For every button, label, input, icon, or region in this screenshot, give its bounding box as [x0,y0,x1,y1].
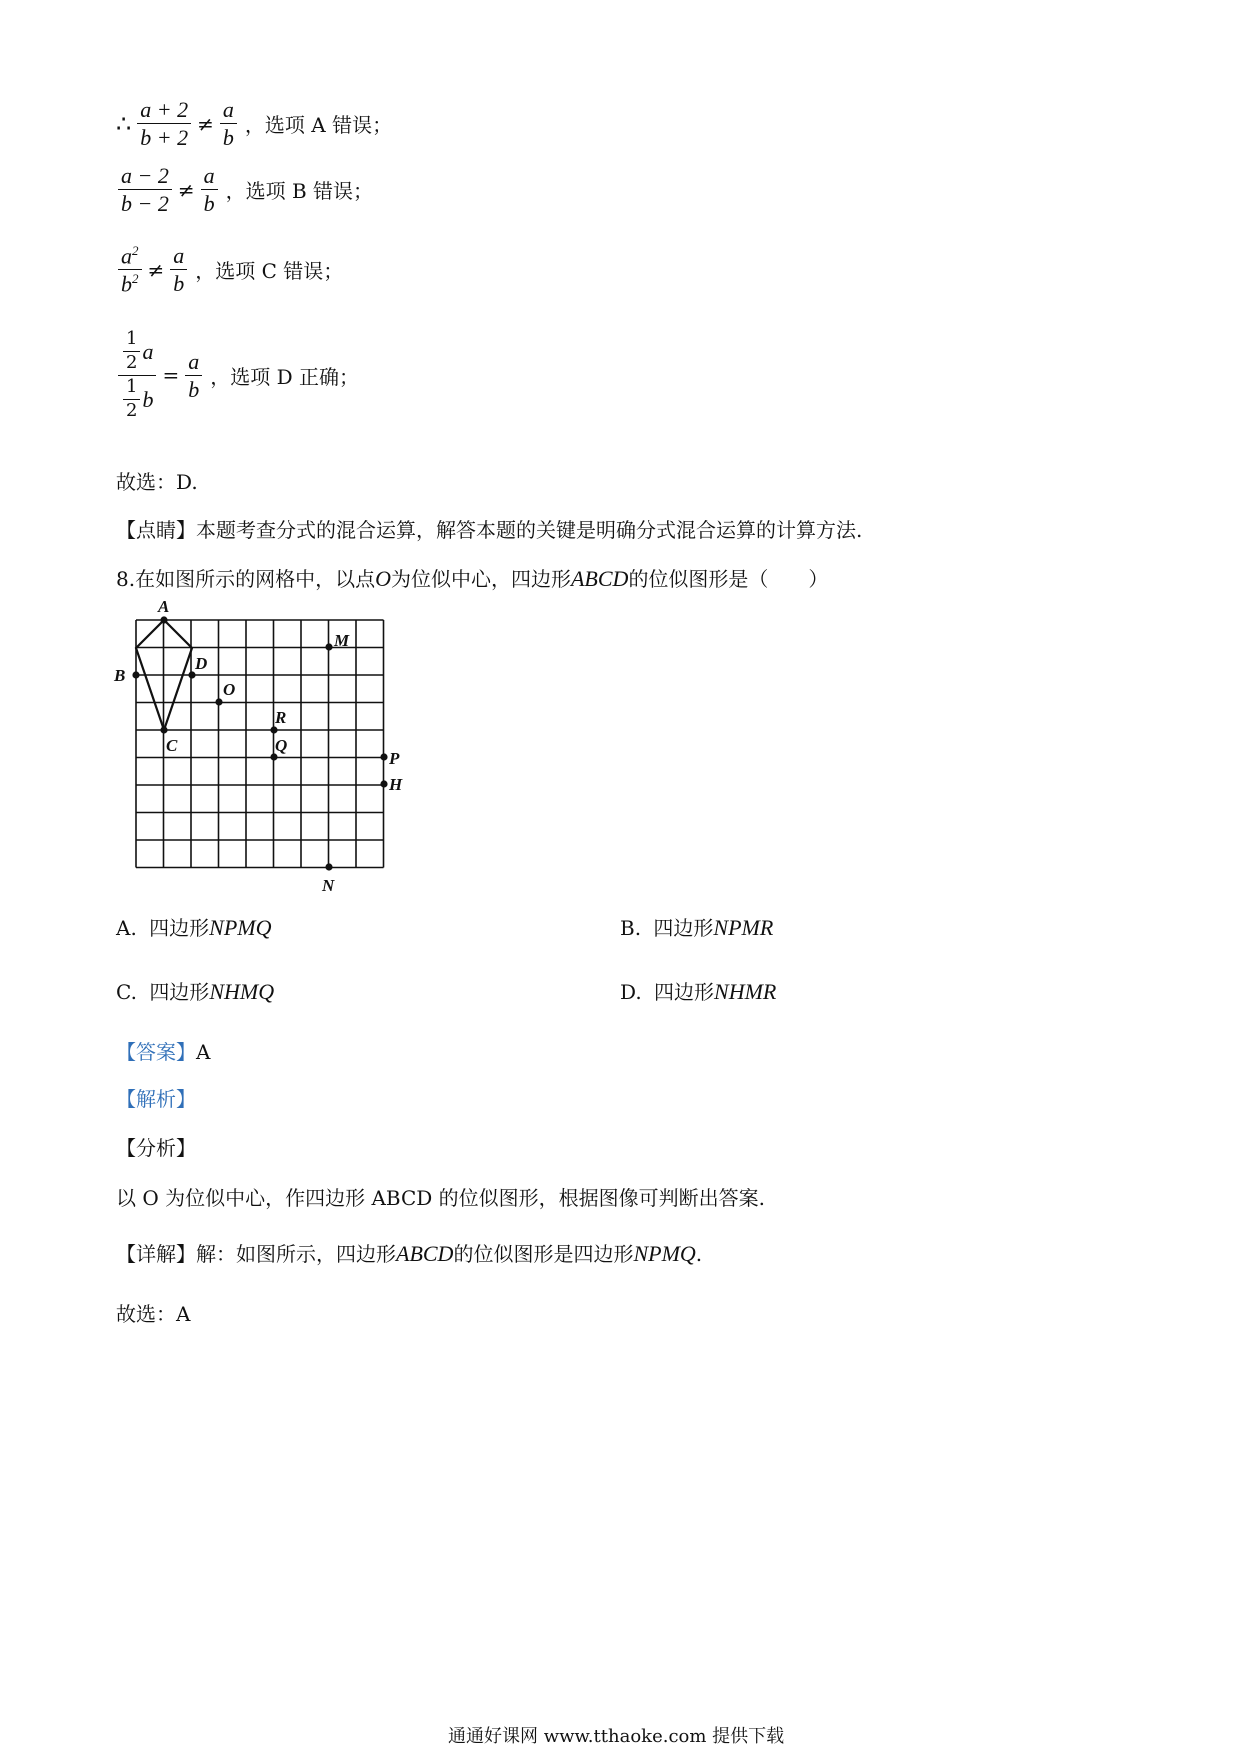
line-option-c [116,244,343,296]
quadrilateral-name: ABCD [570,566,629,591]
option-letter: A. [116,916,137,940]
numerator: a [188,348,200,374]
question-text: 的位似图形是（ ） [628,567,829,591]
denominator: 2 [123,351,140,373]
footer[interactable]: 通通好课网 www.tthaoke.com 提供下载 [448,1726,785,1747]
option-b[interactable] [620,912,773,941]
fraction-half-a-over-half-b [118,330,156,421]
fraction-a-over-b [220,98,237,149]
fenxi-tag: 【分析】 [116,1136,196,1160]
neq-symbol: ≠ [147,257,165,282]
point-a [160,616,167,623]
label-p: P [389,749,400,768]
point-r [270,726,277,733]
detail-end: . [695,1242,703,1266]
line-option-b [116,164,373,215]
denominator: b [201,189,218,215]
numerator: a [203,163,215,188]
point-b [132,671,139,678]
variable: a [142,338,154,364]
quadrilateral-name: ABCD [396,1241,454,1266]
denominator [118,269,142,295]
option-c[interactable] [116,976,274,1005]
point-n [325,863,332,870]
label-o: O [223,680,236,699]
numerator: a − 2 [121,163,169,188]
question-text: 为位似中心，四边形 [390,567,571,591]
label-q: Q [275,736,288,755]
option-a-verdict: ，选项 A 错误； [244,113,393,138]
label-d: D [195,654,208,673]
base: b [121,271,132,297]
detail-tag: 【详解】 [116,1242,196,1266]
line-option-d [116,330,359,421]
answer-line [116,1036,210,1065]
base: a [121,243,132,269]
point-c [160,726,167,733]
neq-symbol: ≠ [177,177,195,202]
numerator: 1 [126,375,138,397]
detail-text: 解：如图所示，四边形 [196,1242,396,1266]
numerator: a + 2 [140,97,189,122]
denominator: b [220,123,237,149]
detail-text: 的位似图形是四边形 [453,1242,634,1266]
numerator: a [222,97,234,122]
point-m [325,643,332,650]
fraction-a-over-b [201,164,218,215]
question-8 [116,563,828,592]
option-prefix: 四边形 [653,916,714,940]
exponent: 2 [132,243,139,258]
option-name: NPMR [713,915,774,940]
result-quadrilateral-name: NPMQ [633,1241,696,1266]
denominator: b [185,375,202,401]
neq-symbol: ≠ [197,111,214,136]
half-fraction [123,375,140,421]
comment-line: 【点睛】本题考查分式的混合运算，解答本题的关键是明确分式混合运算的计算方法. [116,518,863,542]
option-prefix: 四边形 [149,916,210,940]
eq-symbol: = [162,363,180,388]
numerator [118,244,142,269]
point-o [215,698,222,705]
line-option-a [116,98,392,149]
label-c: C [166,736,178,755]
fraction-a-over-b [185,350,202,401]
final-choice: 故选：A [116,1302,191,1326]
option-letter: C. [116,980,137,1004]
option-d-verdict: ，选项 D 正确； [210,364,359,389]
label-m: M [334,631,350,650]
option-name: NHMR [714,979,777,1004]
exponent: 2 [132,271,139,287]
analysis-tag: 【解析】 [116,1087,196,1111]
label-a: A [158,597,170,616]
option-name: NPMQ [209,915,272,940]
answer-tag: 【答案】 [116,1040,196,1064]
denominator: b + 2 [137,123,191,149]
point-o-label: O [375,566,391,591]
point-h [380,780,387,787]
choose-d-line: 故选：D. [116,470,198,494]
fraction-a-sq-over-b-sq [118,244,142,296]
label-n: N [322,876,335,895]
half-fraction [123,330,140,373]
fraction-a-plus-2 [137,98,191,149]
option-c-verdict: ，选项 C 错误； [195,259,344,284]
option-a[interactable] [116,912,272,941]
option-letter: B. [620,916,642,940]
detail-line [116,1238,702,1267]
option-prefix: 四边形 [654,980,715,1004]
option-b-verdict: ，选项 B 错误； [225,179,374,204]
option-name: NHMQ [209,979,275,1004]
grid-figure [108,596,428,896]
denominator: b [170,269,187,295]
numerator [118,330,156,375]
point-p [380,753,387,760]
fenxi-text: 以 O 为位似中心，作四边形 ABCD 的位似图形，根据图像可判断出答案. [116,1186,766,1210]
label-b: B [114,666,126,685]
variable: b [142,386,154,412]
fraction-a-over-b [170,244,187,295]
label-r: R [275,708,287,727]
numerator: 1 [126,328,138,349]
therefore-symbol: ∴ [116,109,132,138]
denominator: b − 2 [118,189,172,215]
question-text: 8.在如图所示的网格中，以点 [116,567,376,591]
denominator [118,375,156,421]
numerator: a [173,243,185,269]
fraction-a-minus-2 [118,164,172,215]
option-letter: D. [620,980,642,1004]
answer-value: A [196,1040,211,1064]
option-prefix: 四边形 [149,980,210,1004]
label-h: H [389,775,403,794]
denominator: 2 [123,399,140,421]
option-d[interactable] [620,976,776,1005]
